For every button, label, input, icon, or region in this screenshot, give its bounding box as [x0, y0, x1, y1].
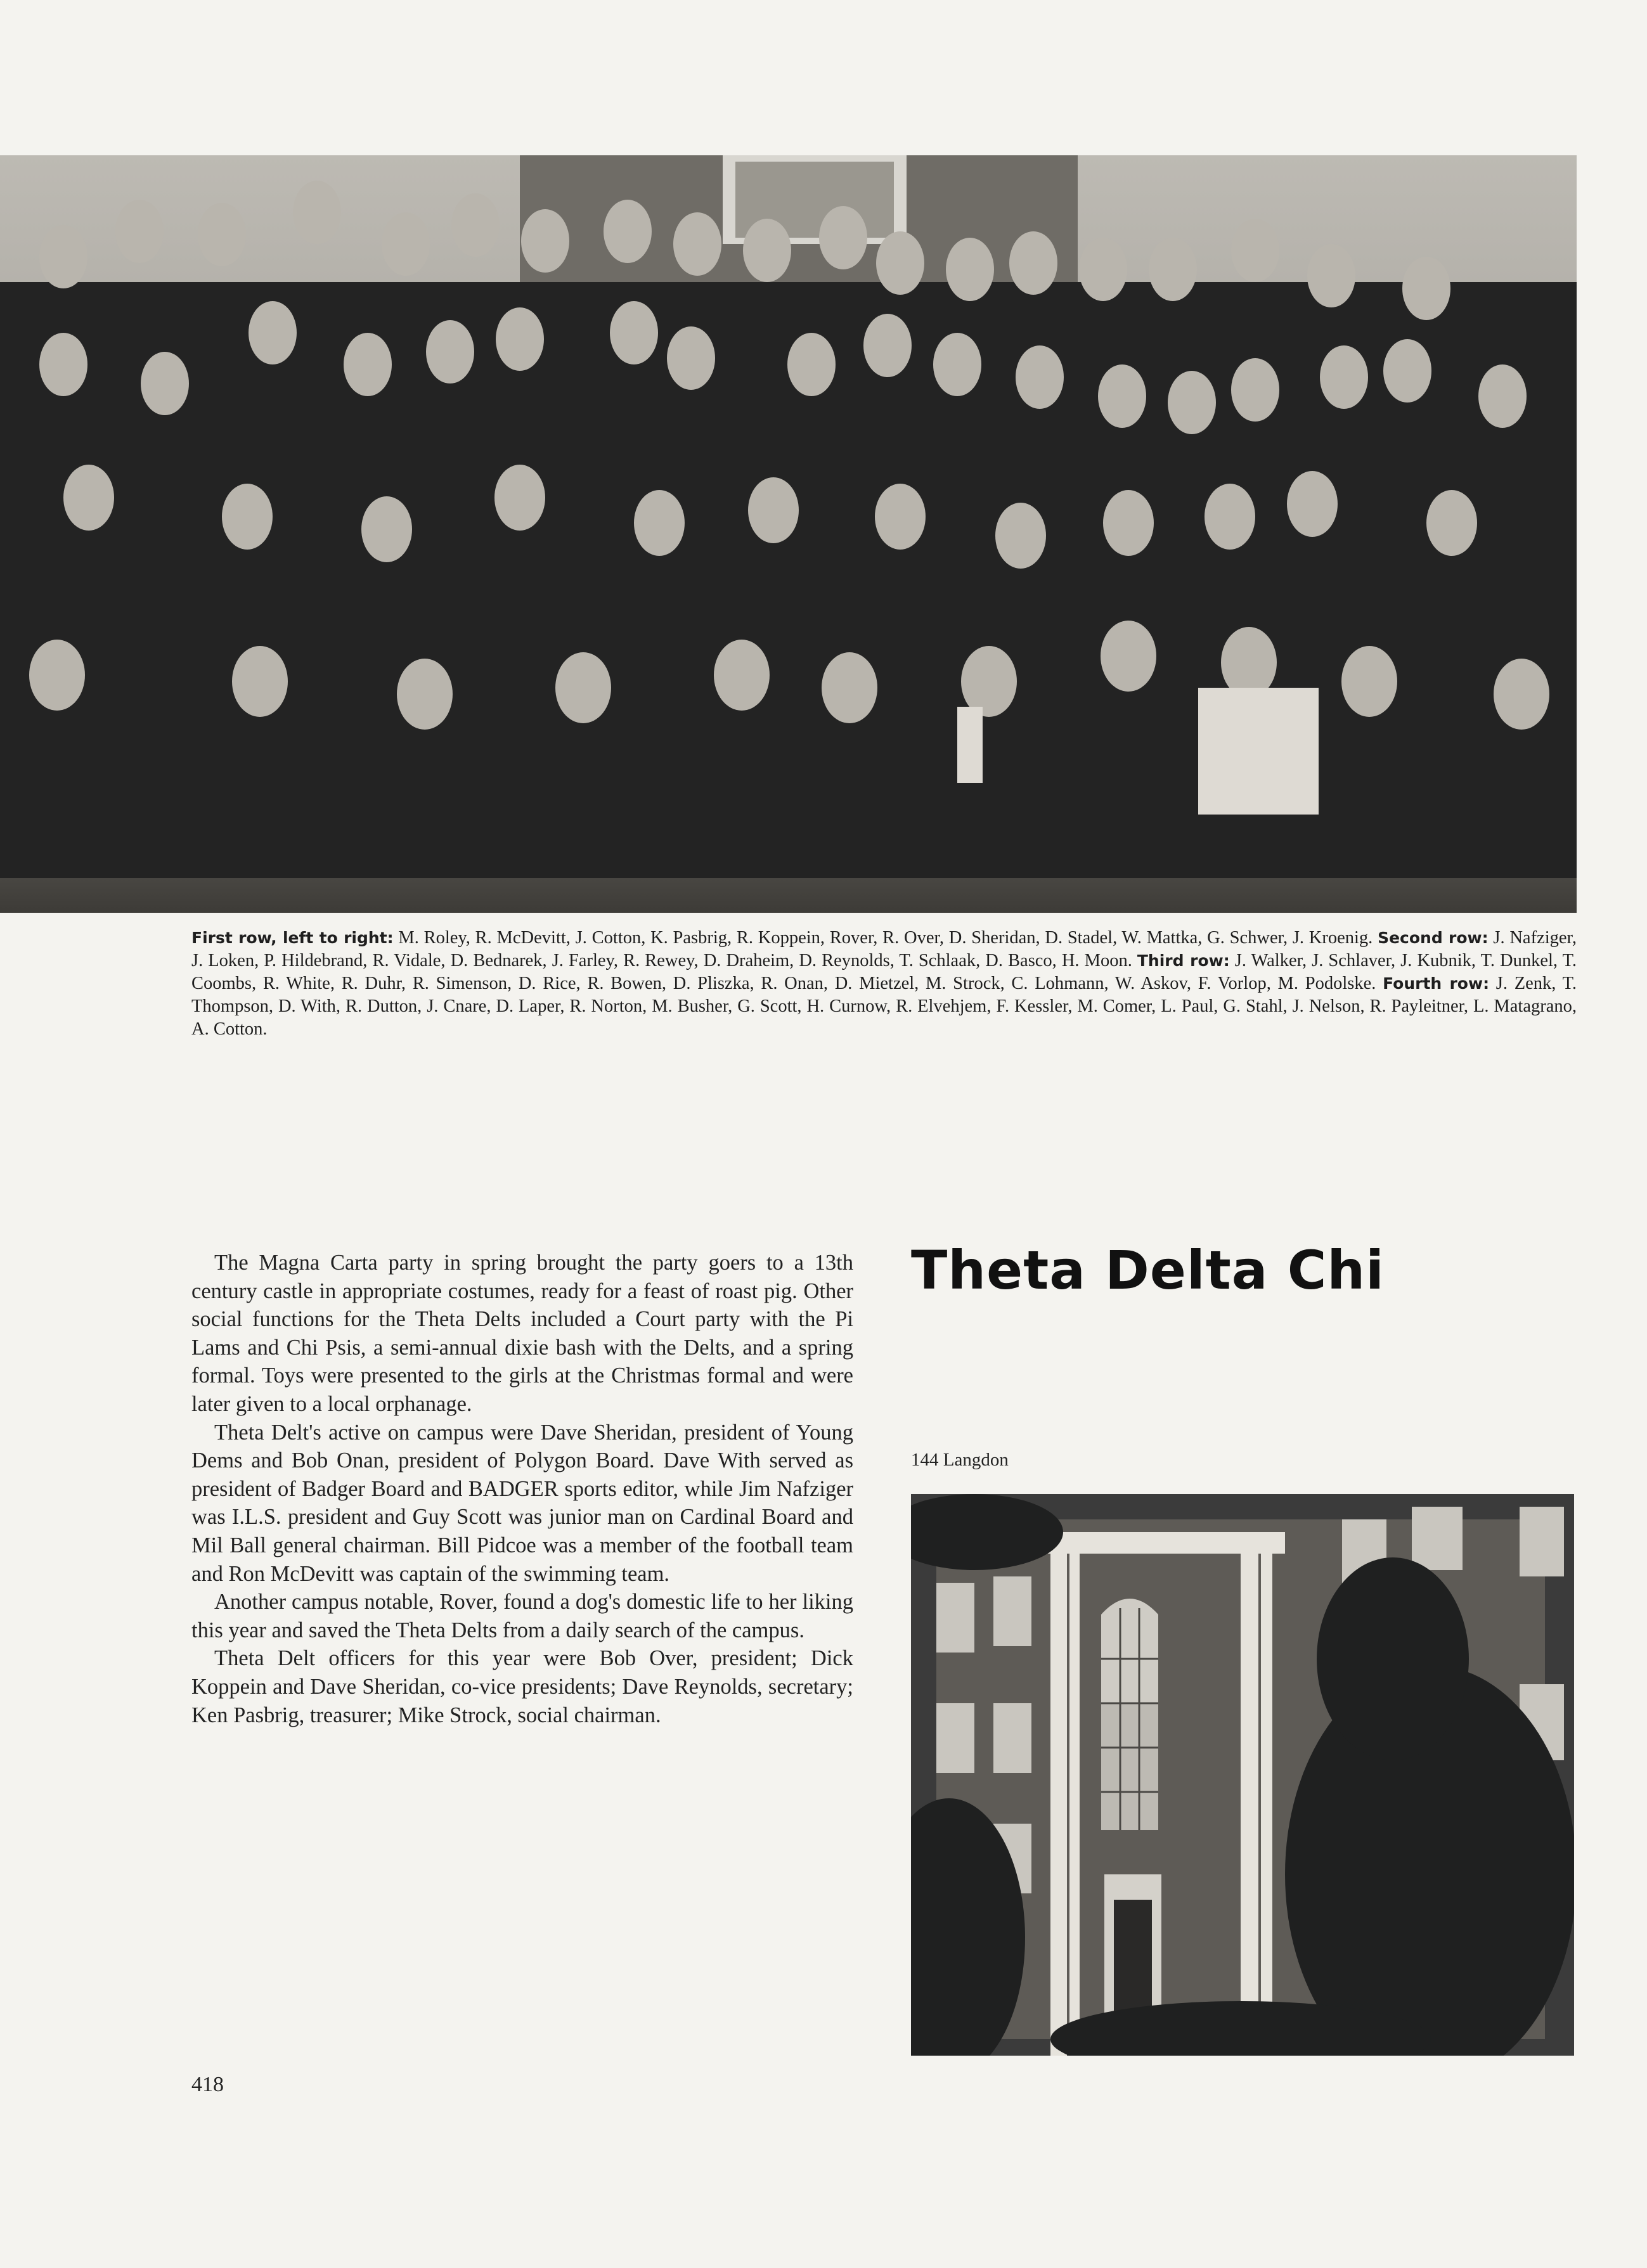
caption-third-row-label: Third row:	[1137, 951, 1230, 970]
group-photo-image	[0, 155, 1577, 913]
photo-caption	[191, 927, 1577, 1041]
caption-second-row-label: Second row:	[1378, 929, 1489, 947]
page-title: Theta Delta Chi	[911, 1239, 1385, 1301]
article-paragraph: Theta Delt officers for this year were Bob Over, president; Dick Koppein and Dave Sheridan, co-vice presidents; Dave Reynolds, secretary; Ken Pasbrig, treasurer; Mike Strock, social chairman.	[191, 1646, 853, 1727]
house-address: 144 Langdon	[911, 1450, 1009, 1470]
page-number: 418	[191, 2073, 224, 2096]
article-body	[191, 1249, 853, 1729]
house-photo	[911, 1494, 1574, 2056]
caption-first-row-label: First row, left to right:	[191, 929, 394, 947]
caption-second-row-names: J. Nafziger, J. Loken, P. Hildebrand, R. Vidale, D. Bednarek, J. Farley, R. Rewey, D. Draheim, D. Reynolds, T. Schlaak, D. Basco, H. Moon.	[191, 928, 1577, 970]
house-photo-image	[911, 1494, 1574, 2056]
caption-third-row-names: J. Walker, J. Schlaver, J. Kubnik, T. Dunkel, T. Coombs, R. White, R. Duhr, R. Simenson, D. Rice, R. Bowen, D. Pliszka, R. Onan, D. Mietzel, M. Strock, C. Lohmann, W. Askov, F. Vorlop, M. Podolske.	[191, 951, 1577, 993]
group-photo	[0, 155, 1577, 913]
caption-fourth-row-label: Fourth row:	[1383, 974, 1490, 993]
caption-fourth-row-names: J. Zenk, T. Thompson, D. With, R. Dutton, J. Cnare, D. Laper, R. Norton, M. Busher, G. Scott, H. Curnow, R. Elvehjem, F. Kessler, M. Comer, L. Paul, G. Stahl, J. Nelson, R. Payleitner, L. Matagrano, A. Cotton.	[191, 974, 1577, 1039]
caption-first-row-names: M. Roley, R. McDevitt, J. Cotton, K. Pasbrig, R. Koppein, Rover, R. Over, D. Sheridan, D. Stadel, W. Mattka, G. Schwer, J. Kroenig.	[393, 928, 1373, 948]
article-paragraph: Theta Delt's active on campus were Dave Sheridan, president of Young Dems and Bob Onan, president of Polygon Board. Dave With served as president of Badger Board and BADGER sports editor, while Jim Nafziger was I.L.S. president and Guy Scott was junior man on Cardinal Board and Mil Ball general chairman. Bill Pidcoe was a member of the football team and Ron McDevitt was captain of the swimming team.	[191, 1420, 853, 1586]
article-paragraph: The Magna Carta party in spring brought the party goers to a 13th century castle in appropriate costumes, ready for a feast of roast pig. Other social functions for the Theta Delts included a Court party with the Pi Lams and Chi Psis, a semi-annual dixie bash with the Delts, and a spring formal. Toys were presented to the girls at the Christmas formal and were later given to a local orphanage.	[191, 1251, 853, 1416]
article-paragraph: Another campus notable, Rover, found a dog's domestic life to her liking this year and saved the Theta Delts from a daily search of the campus.	[191, 1590, 853, 1642]
